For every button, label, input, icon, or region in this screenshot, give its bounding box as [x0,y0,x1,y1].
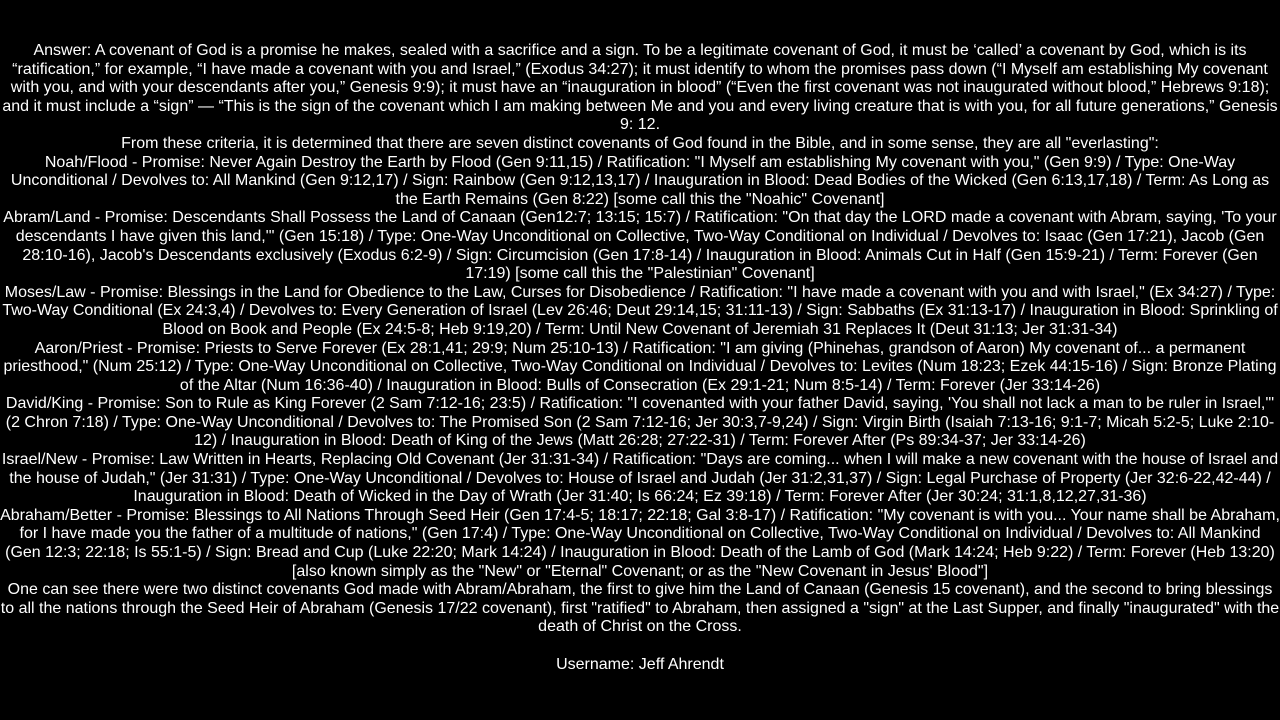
covenant-abram-land: Abram/Land - Promise: Descendants Shall Possess the Land of Canaan (Gen12:7; 13:15; 15:7) / Ratification: "On that day the LORD made a covenant with Abram, saying, 'To your descendants I have given this land,'" (Gen 15:18) / Type: One-Way Unconditional on Collective, Two-Way Conditional on Individual / Devolves to: Isaac (Gen 17:21), Jacob (Gen 28:10-16), Jacob's Descendants exclusively (Exodus 6:2-9) / Sign: Circumcision (Gen 17:8-14) / Inauguration in Blood: Animals Cut in Half (Gen 15:9-21) / Term: Forever (Gen 17:19) [some call this the "Palestinian" Covenant] [3,209,1277,283]
covenant-david-king: David/King - Promise: Son to Rule as King Forever (2 Sam 7:12-16; 23:5) / Ratification: "I covenanted with your father David, saying, 'You shall not lack a man to be ruler in Israel,'" (2 Chron 7:18) / Type: One-Way Unconditional / Devolves to: The Promised Son (2 Sam 7:12-16; Jer 30:3,7-9,24) / Sign: Virgin Birth (Isaiah 7:13-16; 9:1-7; Micah 5:2-5; Luke 2:10-12) / Inauguration in Blood: Death of King of the Jews (Matt 26:28; 27:22-31) / Term: Forever After (Ps 89:34-37; Jer 33:14-26) [5,395,1275,450]
covenant-abraham-better: Abraham/Better - Promise: Blessings to All Nations Through Seed Heir (Gen 17:4-5; 18:17; 22:18; Gal 3:8-17) / Ratification: "My covenant is with you... Your name shall be Abraham, for I have made you the father of a multitude of nations," (Gen 17:4) / Type: One-Way Unconditional on Collective, Two-Way Conditional on Individual / Devolves to: All Mankind (Gen 12:3; 22:18; Is 55:1-5) / Sign: Bread and Cup (Luke 22:20; Mark 14:24) / Inauguration in Blood: Death of the Lamb of God (Mark 14:24; Heb 9:22) / Term: Forever (Heb 13:20) [also known simply as the "New" or "Eternal" Covenant; or as the "New Covenant in Jesus' Blood"] [0,506,1280,580]
covenant-noah-flood: Noah/Flood - Promise: Never Again Destroy the Earth by Flood (Gen 9:11,15) / Ratification: "I Myself am establishing My covenant with you," (Gen 9:9) / Type: One-Way Unconditional / Devolves to: All Mankind (Gen 9:12,17) / Sign: Rainbow (Gen 9:12,13,17) / Inauguration in Blood: Dead Bodies of the Wicked (Gen 6:13,17,18) / Term: As Long as the Earth Remains (Gen 8:22) [some call this the "Noahic" Covenant] [10,153,1270,208]
covenant-moses-law: Moses/Law - Promise: Blessings in the Land for Obedience to the Law, Curses for Disobedience / Ratification: "I have made a covenant with you and with Israel," (Ex 34:27) / Type: Two-Way Conditional (Ex 24:3,4) / Devolves to: Every Generation of Israel (Lev 26:46; Deut 29:14,15; 31:11-13) / Sign: Sabbaths (Ex 31:13-17) / Inauguration in Blood: Sprinkling of Blood on Book and People (Ex 24:5-8; Heb 9:19,20) / Term: Until New Covenant of Jeremiah 31 Replaces It (Deut 31:13; Jer 31:31-34) [2,283,1278,338]
covenant-aaron-priest: Aaron/Priest - Promise: Priests to Serve Forever (Ex 28:1,41; 29:9; Num 25:10-13) / Ratification: "I am giving (Phinehas, grandson of Aaron) My covenant of... a permanent priesthood," (Num 25:12) / Type: One-Way Unconditional on Collective, Two-Way Conditional on Individual / Devolves to: Levites (Num 18:23; Ezek 44:15-16) / Sign: Bronze Plating of the Altar (Num 16:36-40) / Inauguration in Blood: Bulls of Consecration (Ex 29:1-21; Num 8:5-14) / Term: Forever (Jer 33:14-26) [3,339,1277,394]
blank-line [0,637,1280,656]
covenant-israel-new: Israel/New - Promise: Law Written in Hearts, Replacing Old Covenant (Jer 31:31-34) / Ratification: "Days are coming... when I will make a new covenant with the house of Israel and the house of Judah," (Jer 31:31) / Type: One-Way Unconditional / Devolves to: House of Israel and Judah (Jer 31:2,31,37) / Sign: Legal Purchase of Property (Jer 32:6-22,42-44) / Inauguration in Blood: Death of Wicked in the Day of Wrath (Jer 31:40; Is 66:24; Ez 39:18) / Term: Forever After (Jer 30:24; 31:1,8,12,27,31-36) [1,451,1279,506]
criteria-paragraph: From these criteria, it is determined that there are seven distinct covenants of God found in the Bible, and in some sense, they are all "everlasting": [121,134,1159,152]
conclusion-paragraph: One can see there were two distinct covenants God made with Abram/Abraham, the first to give him the Land of Canaan (Genesis 15 covenant), and the second to bring blessings to all the nations through the Seed Heir of Abraham (Genesis 17/22 covenant), first "ratified" to Abraham, then assigned a "sign" at the Last Supper, and finally "inaugurated" with the death of Christ on the Cross. [0,581,1280,636]
answer-paragraph: Answer: A covenant of God is a promise he makes, sealed with a sacrifice and a sign. To be a legitimate covenant of God, it must be ‘called’ a covenant by God, which is its “ratification,” for example, “I have made a covenant with you and Israel,” (Exodus 34:27); it must identify to whom the promises pass down (“I Myself am establishing My covenant with you, and with your descendants after you,” Genesis 9:9); it must have an “inauguration in blood” (“Even the first covenant was not inaugurated without blood,” Hebrews 9:18); and it must include a “sign” — “This is the sign of the covenant which I am making between Me and you and every living creature that is with you, for all future generations,” Genesis 9: 12. [2,42,1278,134]
username-line: Username: Jeff Ahrendt [556,655,724,673]
